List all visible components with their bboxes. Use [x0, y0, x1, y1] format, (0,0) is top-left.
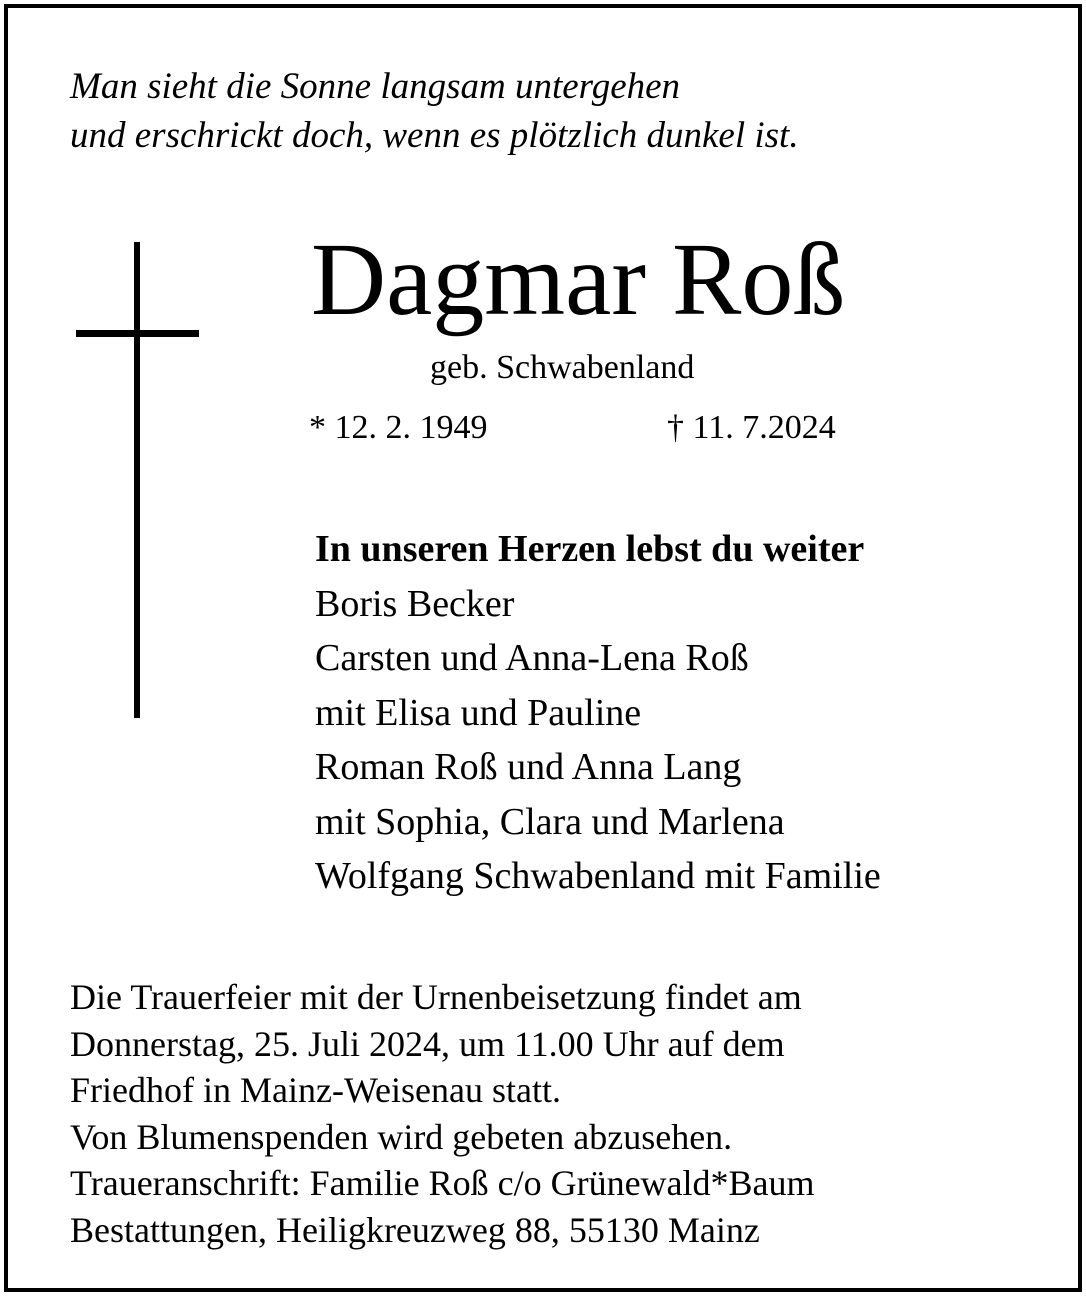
memorial-quote: [70, 62, 799, 160]
mourners-list: [315, 522, 881, 904]
mourner-entry: mit Sophia, Clara und Marlena: [315, 800, 785, 843]
mourner-entry: Carsten und Anna-Lena Roß: [315, 637, 749, 679]
mourner-entry: Roman Roß und Anna Lang: [315, 746, 742, 788]
deceased-name: Dagmar Roß: [311, 222, 846, 337]
info-line: Von Blumenspenden wird gebeten abzusehen.: [70, 1116, 733, 1157]
cross-vertical-bar: [134, 242, 140, 718]
mourner-entry: Wolfgang Schwabenland mit Familie: [315, 855, 881, 897]
mourner-entry: Boris Becker: [315, 582, 515, 625]
mourners-heading: In unseren Herzen lebst du weiter: [315, 528, 865, 570]
death-date: † 11. 7.2024: [667, 409, 836, 446]
info-line: Friedhof in Mainz-Weisenau statt.: [70, 1070, 561, 1110]
cross-horizontal-bar: [76, 330, 199, 337]
quote-line: Man sieht die Sonne langsam untergehen: [70, 66, 681, 107]
mourner-entry: mit Elisa und Pauline: [315, 691, 642, 734]
born-name: geb. Schwabenland: [430, 349, 695, 386]
birth-date: * 12. 2. 1949: [309, 409, 488, 446]
info-line: Traueranschrift: Familie Roß c/o Grünewald*Baum: [70, 1163, 815, 1203]
info-line: Die Trauerfeier mit der Urnenbeisetzung findet am: [70, 977, 802, 1017]
info-line: Donnerstag, 25. Juli 2024, um 11.00 Uhr auf dem: [70, 1023, 785, 1064]
funeral-info: [70, 974, 815, 1253]
quote-line: und erschrickt doch, wenn es plötzlich dunkel ist.: [70, 115, 799, 156]
info-line: Bestattungen, Heiligkreuzweg 88, 55130 Mainz: [70, 1209, 760, 1250]
